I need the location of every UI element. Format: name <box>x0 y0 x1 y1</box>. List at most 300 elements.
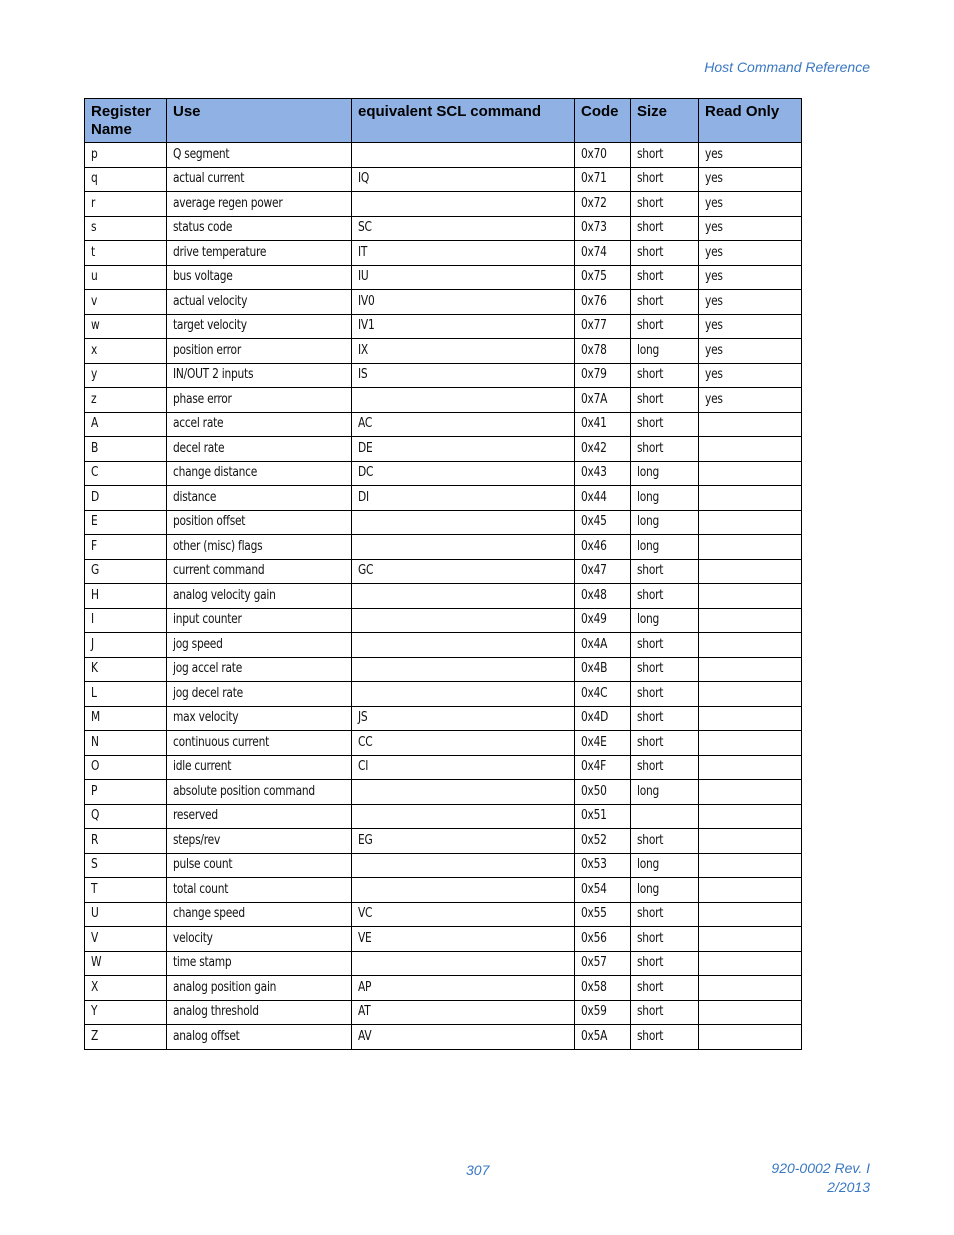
code-cell <box>575 412 631 437</box>
register-name-cell <box>85 339 167 364</box>
register-name-cell-text: N <box>91 734 99 750</box>
read-only-cell <box>699 461 802 486</box>
size-cell-text: long <box>637 489 660 505</box>
code-cell-text: 0x43 <box>581 465 607 481</box>
scl-command-cell <box>352 339 575 364</box>
table-row <box>85 633 802 658</box>
use-cell <box>167 804 352 829</box>
table-row <box>85 363 802 388</box>
size-cell-text: short <box>637 195 664 211</box>
register-name-cell-text: I <box>91 612 94 628</box>
register-name-cell <box>85 143 167 168</box>
code-cell <box>575 510 631 535</box>
code-cell <box>575 608 631 633</box>
table-row <box>85 216 802 241</box>
code-cell <box>575 902 631 927</box>
table-row <box>85 143 802 168</box>
register-name-cell-text: q <box>91 171 98 187</box>
scl-command-cell-text: SC <box>358 220 372 236</box>
document-date: 2/2013 <box>827 1179 870 1195</box>
scl-command-cell <box>352 461 575 486</box>
read-only-cell <box>699 951 802 976</box>
use-cell-text: average regen power <box>173 195 283 211</box>
register-name-cell <box>85 853 167 878</box>
scl-command-cell-text: IQ <box>358 171 370 187</box>
read-only-cell <box>699 510 802 535</box>
code-cell-text: 0x4D <box>581 710 609 726</box>
register-name-cell-text: u <box>91 269 98 285</box>
register-name-cell-text: V <box>91 930 99 946</box>
size-cell-text: short <box>637 1004 664 1020</box>
read-only-cell <box>699 388 802 413</box>
code-cell <box>575 363 631 388</box>
use-cell-text: Q segment <box>173 146 230 162</box>
scl-command-cell <box>352 167 575 192</box>
scl-command-cell <box>352 976 575 1001</box>
table-row <box>85 706 802 731</box>
size-cell <box>631 902 699 927</box>
register-name-cell <box>85 584 167 609</box>
size-cell-text: short <box>637 979 664 995</box>
read-only-cell <box>699 437 802 462</box>
use-cell-text: other (misc) flags <box>173 538 263 554</box>
use-cell <box>167 829 352 854</box>
use-cell <box>167 192 352 217</box>
read-only-cell <box>699 265 802 290</box>
scl-command-cell <box>352 853 575 878</box>
use-cell-text: drive temperature <box>173 244 267 260</box>
read-only-cell <box>699 143 802 168</box>
use-cell <box>167 1000 352 1025</box>
size-cell <box>631 584 699 609</box>
code-cell-text: 0x70 <box>581 146 607 162</box>
table-row <box>85 241 802 266</box>
scl-command-cell-text: CI <box>358 759 369 775</box>
code-cell-text: 0x46 <box>581 538 607 554</box>
scl-command-cell <box>352 388 575 413</box>
register-name-cell-text: P <box>91 783 98 799</box>
table-row <box>85 265 802 290</box>
code-cell <box>575 167 631 192</box>
size-cell-text: short <box>637 318 664 334</box>
code-cell-text: 0x53 <box>581 857 607 873</box>
register-name-cell <box>85 486 167 511</box>
register-name-cell-text: F <box>91 538 97 554</box>
size-cell <box>631 167 699 192</box>
register-name-cell-text: Q <box>91 808 100 824</box>
scl-command-cell <box>352 608 575 633</box>
scl-command-cell-text: IV1 <box>358 318 375 334</box>
register-name-cell-text: s <box>91 220 97 236</box>
use-cell-text: accel rate <box>173 416 224 432</box>
code-cell <box>575 951 631 976</box>
size-cell <box>631 339 699 364</box>
register-name-cell <box>85 1025 167 1050</box>
code-cell-text: 0x75 <box>581 269 607 285</box>
code-cell <box>575 535 631 560</box>
table-row <box>85 1025 802 1050</box>
code-cell-text: 0x47 <box>581 563 607 579</box>
register-name-cell-text: Z <box>91 1028 99 1044</box>
use-cell-text: jog decel rate <box>173 685 243 701</box>
scl-command-cell <box>352 412 575 437</box>
code-cell-text: 0x73 <box>581 220 607 236</box>
read-only-cell <box>699 878 802 903</box>
code-cell <box>575 486 631 511</box>
use-cell <box>167 633 352 658</box>
size-cell <box>631 535 699 560</box>
read-only-cell-text: yes <box>705 391 723 407</box>
size-cell-text: short <box>637 220 664 236</box>
code-cell-text: 0x57 <box>581 955 607 971</box>
size-cell <box>631 216 699 241</box>
size-cell <box>631 731 699 756</box>
table-row <box>85 461 802 486</box>
register-name-cell-text: w <box>91 318 100 334</box>
register-name-cell-text: r <box>91 195 96 211</box>
register-name-cell <box>85 388 167 413</box>
size-cell-text: short <box>637 1028 664 1044</box>
register-name-cell-text: T <box>91 881 98 897</box>
code-cell-text: 0x4E <box>581 734 607 750</box>
read-only-cell <box>699 167 802 192</box>
read-only-cell <box>699 1000 802 1025</box>
table-row <box>85 731 802 756</box>
register-name-cell-text: L <box>91 685 97 701</box>
code-cell <box>575 192 631 217</box>
column-header-use: Use <box>167 99 352 143</box>
read-only-cell <box>699 829 802 854</box>
use-cell-text: phase error <box>173 391 232 407</box>
use-cell-text: analog offset <box>173 1028 240 1044</box>
size-cell <box>631 829 699 854</box>
code-cell-text: 0x76 <box>581 293 607 309</box>
use-cell <box>167 853 352 878</box>
scl-command-cell <box>352 314 575 339</box>
scl-command-cell <box>352 241 575 266</box>
scl-command-cell-text: AV <box>358 1028 372 1044</box>
register-name-cell <box>85 437 167 462</box>
scl-command-cell <box>352 486 575 511</box>
code-cell-text: 0x71 <box>581 171 607 187</box>
register-name-cell <box>85 192 167 217</box>
scl-command-cell <box>352 731 575 756</box>
table-row <box>85 780 802 805</box>
read-only-cell <box>699 902 802 927</box>
size-cell <box>631 608 699 633</box>
scl-command-cell-text: AC <box>358 416 373 432</box>
table-row <box>85 682 802 707</box>
read-only-cell <box>699 412 802 437</box>
scl-command-cell <box>352 633 575 658</box>
register-name-cell <box>85 461 167 486</box>
code-cell-text: 0x59 <box>581 1004 607 1020</box>
use-cell-text: pulse count <box>173 857 233 873</box>
scl-command-cell <box>352 437 575 462</box>
use-cell <box>167 780 352 805</box>
scl-command-cell <box>352 682 575 707</box>
register-name-cell-text: E <box>91 514 98 530</box>
read-only-cell <box>699 853 802 878</box>
code-cell <box>575 216 631 241</box>
scl-command-cell <box>352 878 575 903</box>
size-cell-text: short <box>637 759 664 775</box>
size-cell-text: short <box>637 440 664 456</box>
use-cell-text: IN/OUT 2 inputs <box>173 367 254 383</box>
register-name-cell-text: x <box>91 342 98 358</box>
size-cell <box>631 706 699 731</box>
register-name-cell <box>85 804 167 829</box>
register-name-cell-text: W <box>91 955 102 971</box>
scl-command-cell <box>352 927 575 952</box>
use-cell-text: idle current <box>173 759 232 775</box>
scl-command-cell <box>352 902 575 927</box>
size-cell-text: short <box>637 416 664 432</box>
code-cell <box>575 241 631 266</box>
use-cell <box>167 1025 352 1050</box>
register-name-cell <box>85 167 167 192</box>
size-cell-text: short <box>637 587 664 603</box>
use-cell-text: actual velocity <box>173 293 248 309</box>
code-cell <box>575 290 631 315</box>
read-only-cell <box>699 290 802 315</box>
use-cell <box>167 657 352 682</box>
register-name-cell <box>85 559 167 584</box>
use-cell-text: input counter <box>173 612 242 628</box>
scl-command-cell <box>352 829 575 854</box>
size-cell <box>631 437 699 462</box>
table-row <box>85 927 802 952</box>
use-cell-text: target velocity <box>173 318 247 334</box>
code-cell <box>575 682 631 707</box>
code-cell <box>575 143 631 168</box>
scl-command-cell <box>352 1025 575 1050</box>
read-only-cell <box>699 486 802 511</box>
table-row <box>85 608 802 633</box>
size-cell <box>631 143 699 168</box>
use-cell-text: analog threshold <box>173 1004 259 1020</box>
table-row <box>85 510 802 535</box>
use-cell-text: position error <box>173 342 241 358</box>
code-cell <box>575 829 631 854</box>
code-cell <box>575 657 631 682</box>
use-cell-text: current command <box>173 563 265 579</box>
size-cell <box>631 1000 699 1025</box>
register-name-cell <box>85 265 167 290</box>
use-cell-text: jog speed <box>173 636 223 652</box>
document-number: 920-0002 Rev. I <box>771 1160 870 1176</box>
code-cell <box>575 927 631 952</box>
read-only-cell <box>699 657 802 682</box>
size-cell-text: short <box>637 269 664 285</box>
use-cell <box>167 388 352 413</box>
code-cell <box>575 314 631 339</box>
code-cell <box>575 559 631 584</box>
register-name-cell <box>85 535 167 560</box>
use-cell <box>167 265 352 290</box>
table-row <box>85 902 802 927</box>
register-name-cell <box>85 927 167 952</box>
read-only-cell <box>699 559 802 584</box>
scl-command-cell-text: IU <box>358 269 369 285</box>
size-cell <box>631 388 699 413</box>
size-cell <box>631 265 699 290</box>
size-cell <box>631 682 699 707</box>
code-cell-text: 0x49 <box>581 612 607 628</box>
use-cell-text: actual current <box>173 171 245 187</box>
read-only-cell <box>699 804 802 829</box>
read-only-cell <box>699 535 802 560</box>
document-revision <box>771 1159 870 1197</box>
scl-command-cell <box>352 657 575 682</box>
code-cell-text: 0x5A <box>581 1028 608 1044</box>
use-cell-text: bus voltage <box>173 269 233 285</box>
register-name-cell-text: p <box>91 146 98 162</box>
scl-command-cell-text: IV0 <box>358 293 375 309</box>
register-name-cell-text: B <box>91 440 99 456</box>
scl-command-cell <box>352 290 575 315</box>
code-cell <box>575 976 631 1001</box>
table-row <box>85 829 802 854</box>
register-name-cell <box>85 682 167 707</box>
register-name-cell-text: v <box>91 293 98 309</box>
use-cell-text: analog position gain <box>173 979 277 995</box>
size-cell-text: short <box>637 955 664 971</box>
size-cell <box>631 976 699 1001</box>
size-cell-text: long <box>637 783 660 799</box>
register-name-cell <box>85 829 167 854</box>
register-name-cell-text: G <box>91 563 100 579</box>
use-cell-text: status code <box>173 220 233 236</box>
table-row <box>85 1000 802 1025</box>
register-name-cell-text: C <box>91 465 99 481</box>
code-cell <box>575 1000 631 1025</box>
scl-command-cell <box>352 559 575 584</box>
use-cell-text: distance <box>173 489 217 505</box>
use-cell <box>167 241 352 266</box>
size-cell <box>631 853 699 878</box>
read-only-cell <box>699 927 802 952</box>
register-name-cell-text: S <box>91 857 98 873</box>
read-only-cell-text: yes <box>705 195 723 211</box>
code-cell <box>575 437 631 462</box>
scl-command-cell <box>352 755 575 780</box>
size-cell-text: short <box>637 293 664 309</box>
use-cell <box>167 167 352 192</box>
use-cell <box>167 976 352 1001</box>
register-name-cell-text: z <box>91 391 97 407</box>
use-cell <box>167 339 352 364</box>
register-name-cell <box>85 780 167 805</box>
size-cell <box>631 486 699 511</box>
table-row <box>85 167 802 192</box>
code-cell <box>575 584 631 609</box>
register-name-cell-text: y <box>91 367 98 383</box>
size-cell-text: short <box>637 146 664 162</box>
scl-command-cell-text: VC <box>358 906 373 922</box>
register-name-cell <box>85 878 167 903</box>
read-only-cell <box>699 192 802 217</box>
read-only-cell <box>699 241 802 266</box>
use-cell <box>167 216 352 241</box>
column-header-size: Size <box>631 99 699 143</box>
use-cell <box>167 902 352 927</box>
code-cell-text: 0x52 <box>581 832 607 848</box>
scl-command-cell <box>352 535 575 560</box>
use-cell <box>167 706 352 731</box>
read-only-cell <box>699 314 802 339</box>
register-name-cell <box>85 314 167 339</box>
running-header: Host Command Reference <box>704 59 870 75</box>
code-cell <box>575 1025 631 1050</box>
size-cell <box>631 290 699 315</box>
code-cell-text: 0x56 <box>581 930 607 946</box>
size-cell <box>631 192 699 217</box>
size-cell-text: long <box>637 612 660 628</box>
scl-command-cell-text: AP <box>358 979 372 995</box>
use-cell <box>167 314 352 339</box>
size-cell-text: short <box>637 930 664 946</box>
table-row <box>85 804 802 829</box>
size-cell-text: short <box>637 734 664 750</box>
register-name-cell <box>85 290 167 315</box>
column-header-register-name: Register Name <box>85 99 167 143</box>
table-row <box>85 951 802 976</box>
register-name-cell <box>85 363 167 388</box>
code-cell-text: 0x7A <box>581 391 608 407</box>
scl-command-cell <box>352 265 575 290</box>
read-only-cell-text: yes <box>705 293 723 309</box>
table-row <box>85 878 802 903</box>
register-name-cell-text: M <box>91 710 100 726</box>
read-only-cell-text: yes <box>705 318 723 334</box>
use-cell-text: absolute position command <box>173 783 315 799</box>
register-name-cell-text: H <box>91 587 99 603</box>
use-cell-text: continuous current <box>173 734 270 750</box>
size-cell-text: short <box>637 563 664 579</box>
size-cell <box>631 412 699 437</box>
use-cell <box>167 363 352 388</box>
size-cell <box>631 1025 699 1050</box>
size-cell-text: short <box>637 391 664 407</box>
register-name-cell <box>85 412 167 437</box>
code-cell-text: 0x45 <box>581 514 607 530</box>
size-cell-text: short <box>637 710 664 726</box>
size-cell <box>631 363 699 388</box>
size-cell-text: long <box>637 538 660 554</box>
code-cell <box>575 853 631 878</box>
read-only-cell <box>699 584 802 609</box>
code-cell-text: 0x54 <box>581 881 607 897</box>
code-cell <box>575 878 631 903</box>
table-row <box>85 339 802 364</box>
read-only-cell-text: yes <box>705 146 723 162</box>
use-cell-text: decel rate <box>173 440 225 456</box>
table-row <box>85 192 802 217</box>
scl-command-cell-text: IT <box>358 244 368 260</box>
code-cell <box>575 633 631 658</box>
code-cell-text: 0x48 <box>581 587 607 603</box>
size-cell-text: short <box>637 685 664 701</box>
code-cell-text: 0x42 <box>581 440 607 456</box>
use-cell <box>167 927 352 952</box>
table-row <box>85 486 802 511</box>
read-only-cell-text: yes <box>705 244 723 260</box>
scl-command-cell <box>352 216 575 241</box>
scl-command-cell <box>352 192 575 217</box>
read-only-cell <box>699 976 802 1001</box>
size-cell-text: long <box>637 857 660 873</box>
